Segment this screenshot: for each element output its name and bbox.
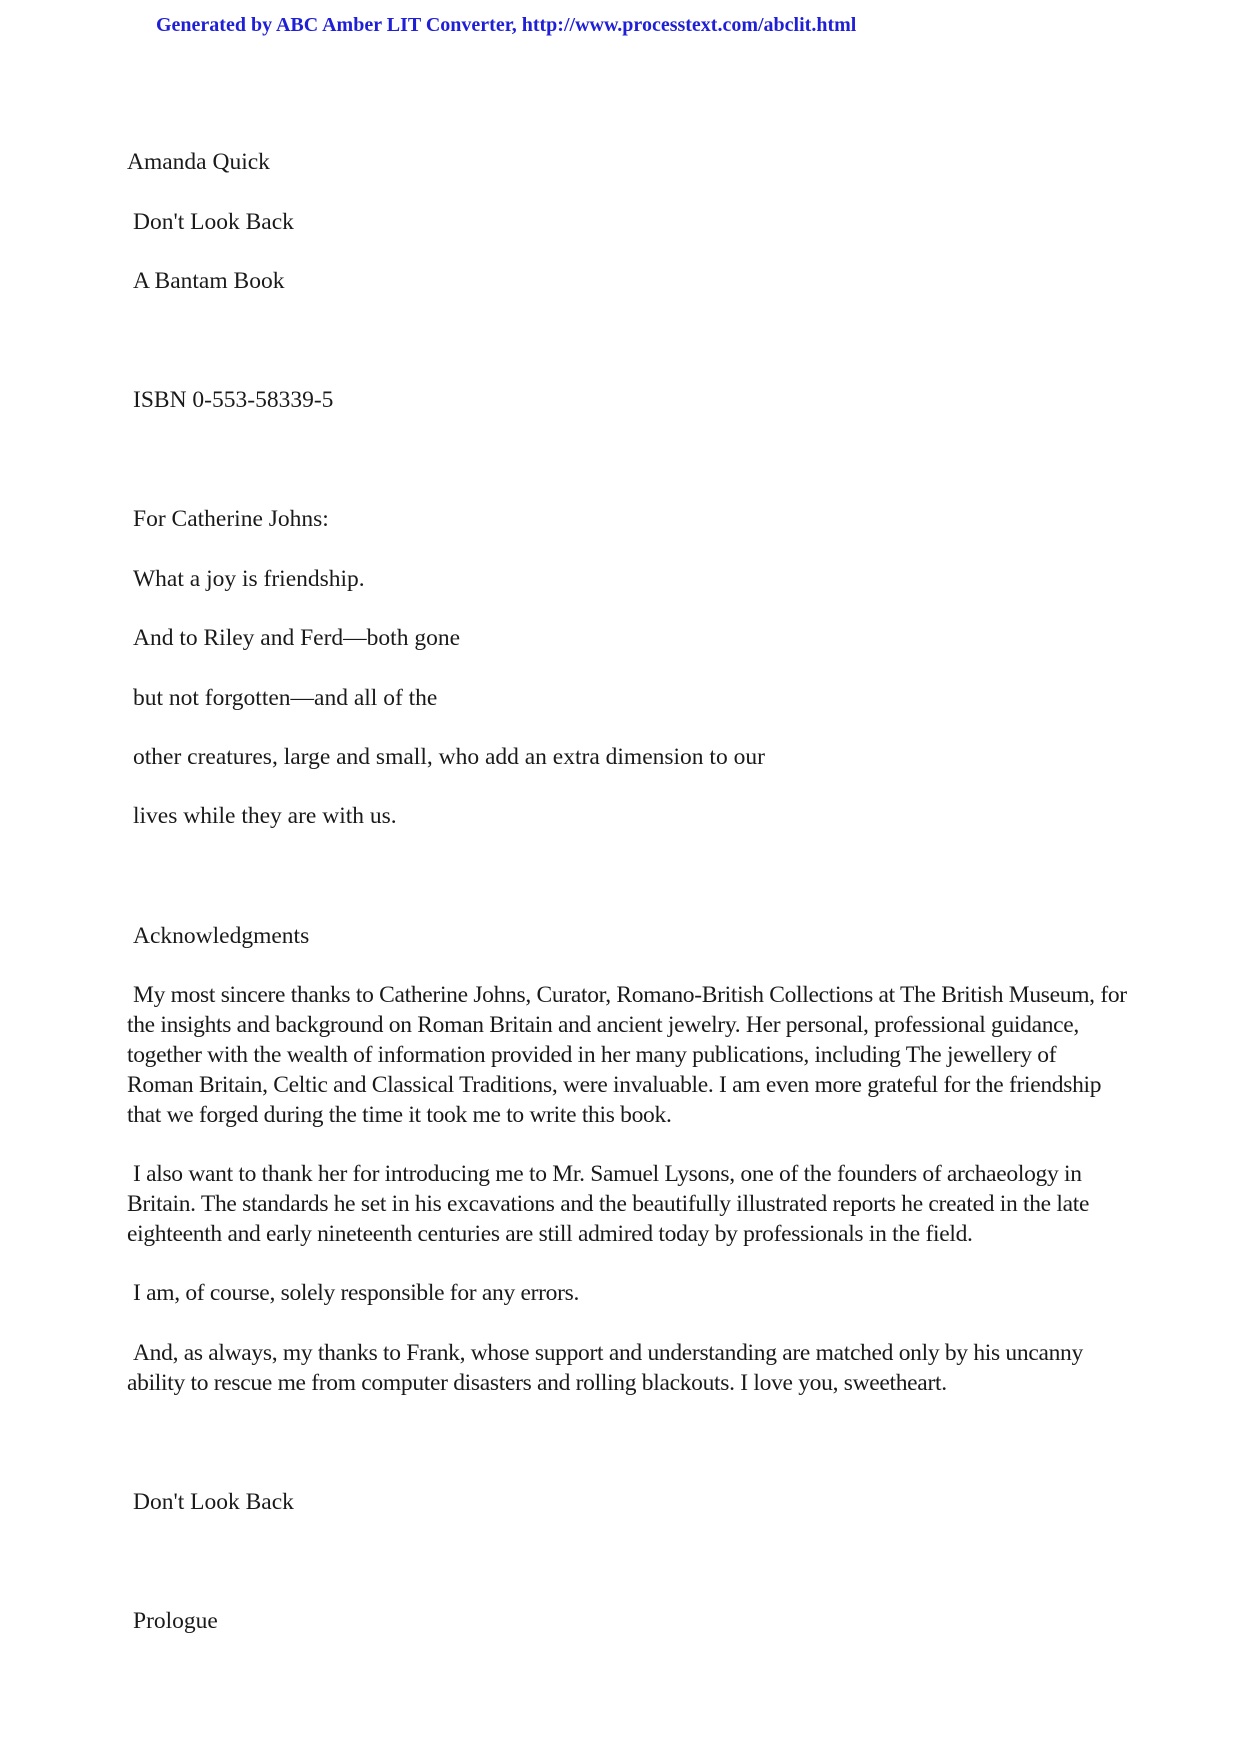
publisher-line: A Bantam Book xyxy=(133,268,285,294)
acknowledgments-paragraph: I also want to thank her for introducing me to Mr. Samuel Lysons, one of the founders of archaeology in Britain. The standards he set in his excavations and the beautifully illustrated reports he created in the late eighteenth and early nineteenth centuries are still admired today by professionals in the field. xyxy=(127,1161,1090,1247)
section-heading: Prologue xyxy=(133,1608,218,1634)
acknowledgments-paragraph: And, as always, my thanks to Frank, whose support and understanding are matched only by his uncanny ability to rescue me from computer disasters and rolling blackouts. I love you, sweetheart. xyxy=(127,1340,1083,1396)
acknowledgments-heading: Acknowledgments xyxy=(133,923,310,949)
acknowledgments-paragraph: I am, of course, solely responsible for any errors. xyxy=(133,1280,580,1306)
author-name: Amanda Quick xyxy=(127,149,270,175)
dedication-line: What a joy is friendship. xyxy=(133,566,365,592)
dedication-line: other creatures, large and small, who add an extra dimension to our xyxy=(133,744,765,770)
dedication-line: lives while they are with us. xyxy=(133,803,397,829)
chapter-book-title: Don't Look Back xyxy=(133,1489,294,1515)
book-title: Don't Look Back xyxy=(133,209,294,235)
dedication-line: but not forgotten—and all of the xyxy=(133,685,438,711)
isbn-line: ISBN 0-553-58339-5 xyxy=(133,387,334,413)
dedication-line: For Catherine Johns: xyxy=(133,506,329,532)
acknowledgments-paragraph: My most sincere thanks to Catherine Johns, Curator, Romano-British Collections at The British Museum, for the insights and background on Roman Britain and ancient jewelry. Her personal, professional guidance, together with the wealth of information provided in her many publications, including The jewellery of Roman Britain, Celtic and Classical Traditions, were invaluable. I am even more grateful for the friendship that we forged during the time it took me to write this book. xyxy=(127,982,1127,1128)
converter-banner: Generated by ABC Amber LIT Converter, http://www.processtext.com/abclit.html xyxy=(156,14,857,36)
dedication-line: And to Riley and Ferd—both gone xyxy=(133,625,461,651)
